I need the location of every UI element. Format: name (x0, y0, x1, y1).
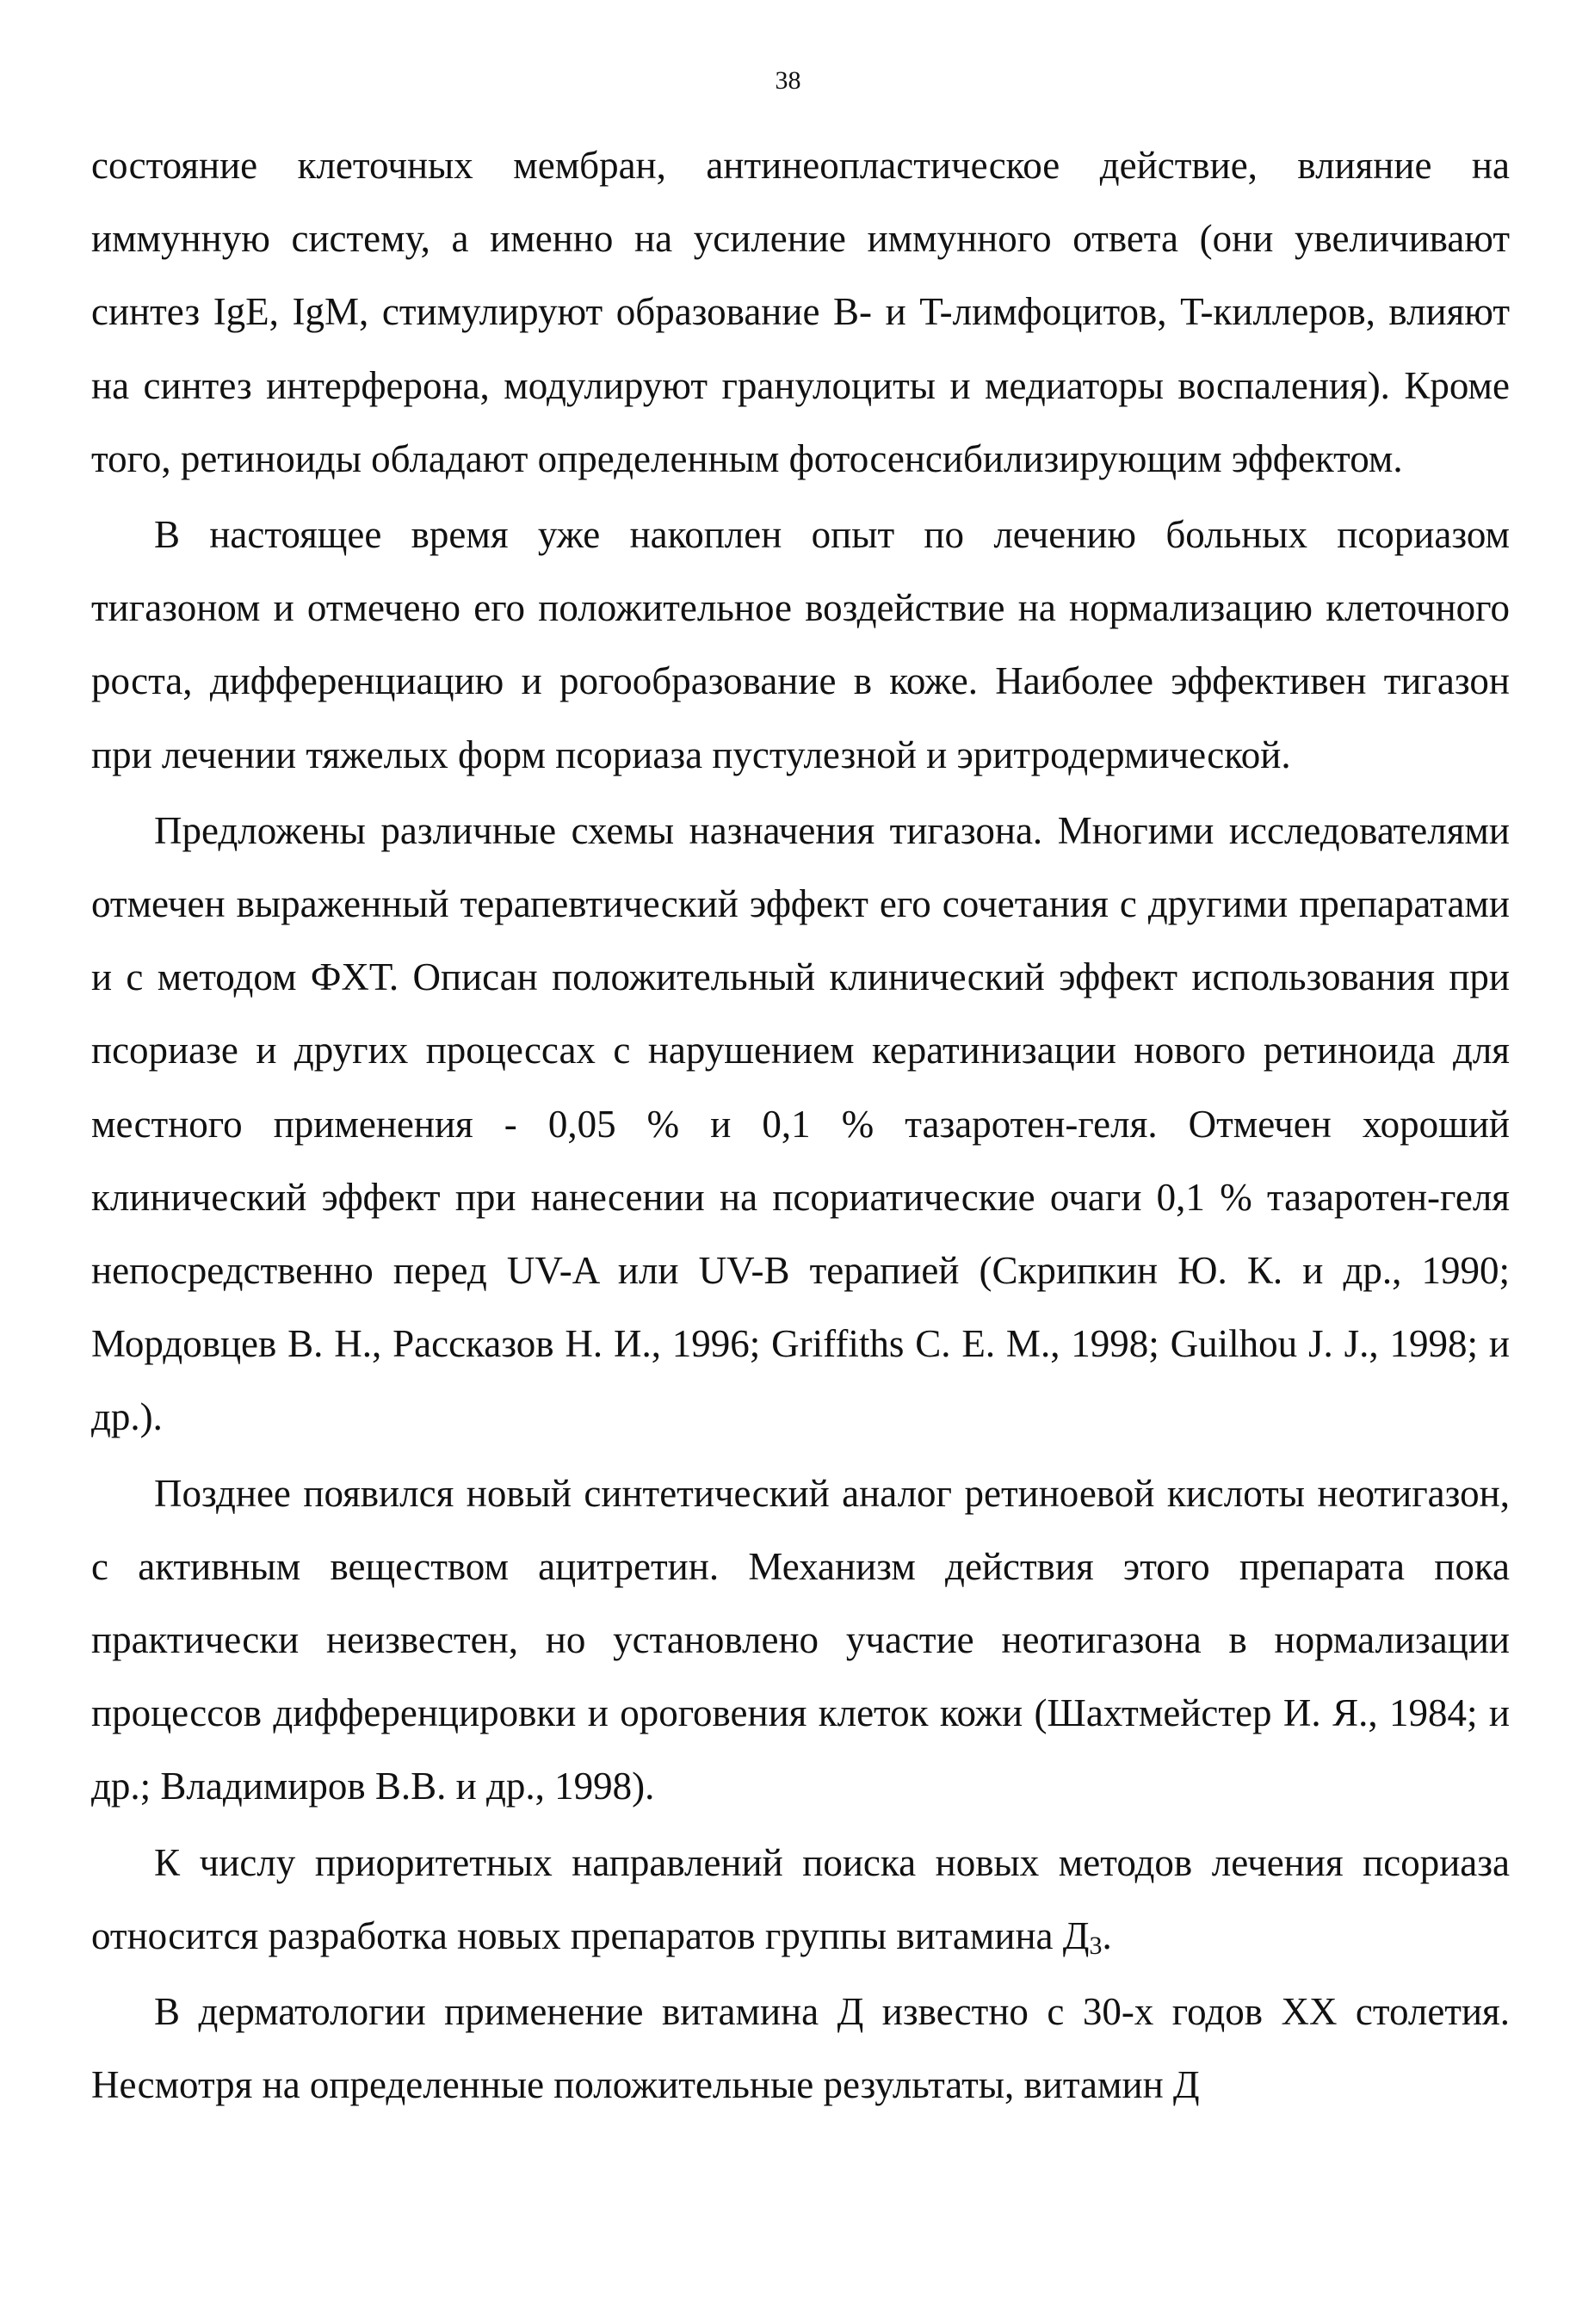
paragraph-tigason-experience: В настоящее время уже накоплен опыт по лечению больных псориазом тигазоном и отмечено его положительное воздействие на нормализацию клеточного роста, дифференциацию и рогообразование в коже. Наиболее эффективен тигазон при лечении тяжелых форм псориаза пустулезной и эритродермической. (91, 513, 1510, 776)
paragraph-neotigason: Позднее появился новый синтетический аналог ретиноевой кислоты неотигазон, с активным веществом ацитретин. Механизм действия этого препарата пока практически неизвестен, но установлено участие неотигазона в нормализации процессов дифференцировки и ороговения клеток кожи (Шахтмейстер И. Я., 1984; и др.; Владимиров В.В. и др., 1998). (91, 1471, 1510, 1808)
page-number: 38 (775, 66, 801, 95)
paragraph-vitamin-d3-tail: . (1102, 1913, 1112, 1957)
paragraph-tigason-schemes: Предложены различные схемы назначения тигазона. Многими исследователями отмечен выраженный терапевтический эффект его сочетания с другими препаратами и с методом ФХТ. Описан положительный клинический эффект использования при псориазе и других процессах с нарушением кератинизации нового ретиноида для местного применения - 0,05 % и 0,1 % тазаротен-геля. Отмечен хороший клинический эффект при нанесении на псориатические очаги 0,1 % тазаротен-геля непосредственно перед UV-A или UV-B терапией (Скрипкин Ю. К. и др., 1990; Мордовцев В. Н., Рассказов Н. И., 1996; Griffiths C. E. M., 1998; Guilhou J. J., 1998; и др.). (91, 808, 1510, 1439)
subscript-3: 3 (1089, 1931, 1103, 1960)
body-text (91, 129, 1510, 2122)
paragraph-vitamin-d3-text: К числу приоритетных направлений поиска новых методов лечения псориаза относится разработка новых препаратов группы витамина Д (91, 1840, 1510, 1957)
paragraph-vitamin-d3-priority (91, 1826, 1510, 1973)
paragraph-vitamin-d-dermatology: В дерматологии применение витамина Д известно с 30-х годов XX столетия. Несмотря на определенные положительные результаты, витамин Д (91, 1990, 1510, 2107)
paragraph-retinoid-effects: состояние клеточных мембран, антинеопластическое действие, влияние на иммунную систему, а именно на усиление иммунного ответа (они увеличивают синтез IgE, IgM, стимулируют образование B- и T-лимфоцитов, T-киллеров, влияют на синтез интерферона, модулируют гранулоциты и медиаторы воспаления). Кроме того, ретиноиды обладают определенным фотосенсибилизирующим эффектом. (91, 144, 1510, 480)
